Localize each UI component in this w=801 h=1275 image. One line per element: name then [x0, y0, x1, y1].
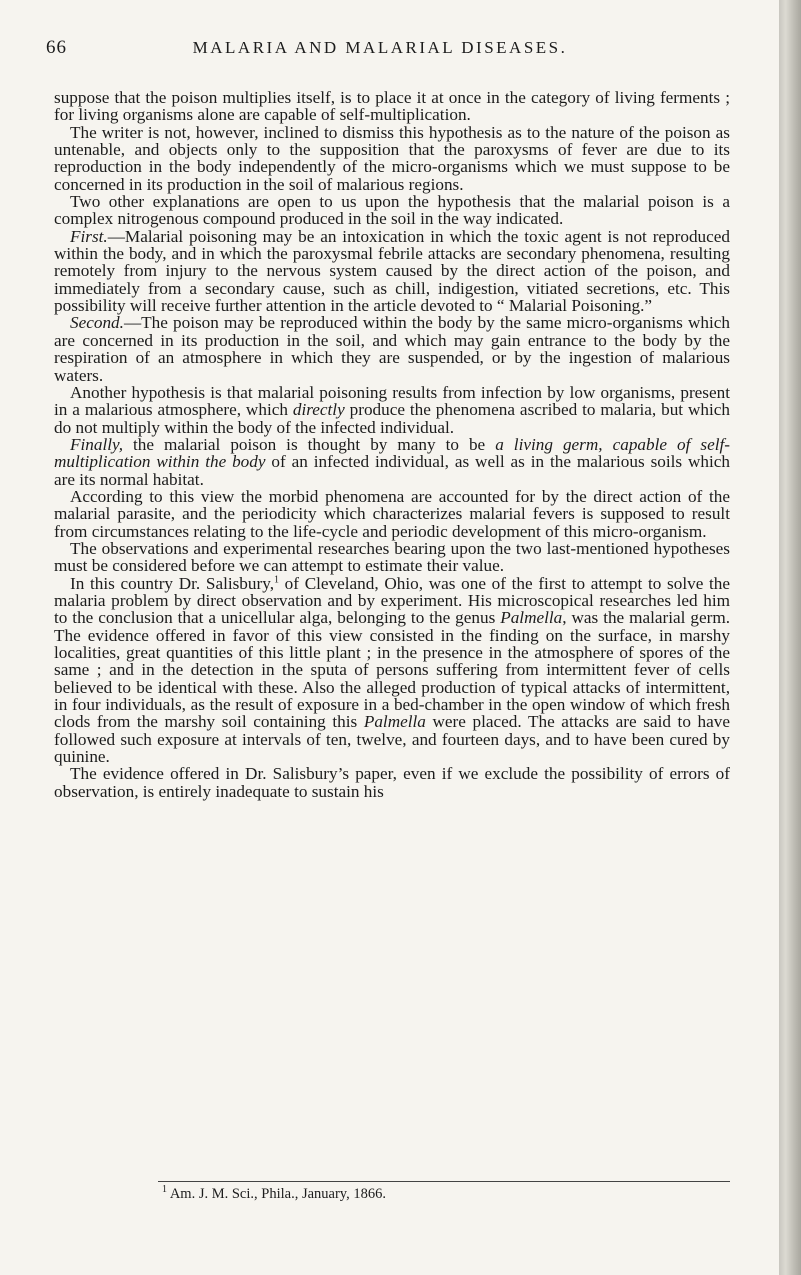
paragraph: In this country Dr. Salisbury,$^1$ of Cleveland, Ohio, was one of the first to attempt to solve the malaria problem by direct observation and by experiment. His microscopical researches led him to the conclusion that a unicellular alga, belonging to the genus Palmella, was the malarial germ. The evidence offered in favor of this view consisted in the finding on the surface, in marshy localities, great quantities of this little plant ; in the presence in the atmosphere of spores of the same ; and in the detection in the sputa of persons suffering from intermittent fever of cells believed to be identical with these. Also the alleged production of typical attacks of intermittent, in four individuals, as the result of exposure in a bed-chamber in the open window of which fresh clods from the marshy soil containing this Palmella were placed. The attacks are said to have followed such exposure at intervals of ten, twelve, and fourteen days, and to have been cured by quinine.	[54, 573, 731, 767]
scan-page-edge	[779, 0, 801, 1275]
footnote	[162, 1186, 386, 1203]
running-head: MALARIA AND MALARIAL DISEASES.	[192, 38, 568, 57]
footnote-marker: 1	[162, 1184, 167, 1196]
paragraph: The observations and experimental researches bearing upon the two last-mentioned hypotheses must be considered before we can attempt to estimate their value.	[54, 538, 730, 576]
footnote-reference[interactable]: 1	[274, 573, 279, 585]
emphasis: Palmella	[363, 712, 426, 732]
paragraph: First.—Malarial poisoning may be an intoxication in which the toxic agent is not reproduced within the body, and in which the paroxysmal febrile attacks are secondary phenomena, resulting remotely from injury to the nervous system caused by the direct action of the poison, and immediately from a secondary cause, such as chill, indigestion, vitiated secretions, etc. This possibility will receive further attention in the article devoted to “ Malarial Poisoning.”	[54, 226, 730, 316]
paragraph: Second.—The poison may be reproduced within the body by the same micro-organisms which are concerned in its production in the soil, and which may gain entrance to the body by the respiration of an atmosphere in which they are suspended, or by the ingestion of malarious waters.	[54, 313, 730, 385]
paragraph: The writer is not, however, inclined to dismiss this hypothesis as to the nature of the poison as untenable, and objects only to the supposition that the paroxysms of fever are due to its reproduction in the body independently of the micro-organisms which we must suppose to be concerned in its production in the soil of malarious regions.	[54, 122, 730, 194]
book-page	[40, 28, 760, 1248]
emphasis: a living germ, capable of self-multiplication within the body	[54, 434, 730, 472]
paragraph: The evidence offered in Dr. Salisbury’s paper, even if we exclude the possibility of errors of observation, is entirely inadequate to sustain his	[54, 764, 730, 801]
body-text	[54, 89, 730, 800]
paragraph: Another hypothesis is that malarial poisoning results from infection by low organisms, present in a malarious atmosphere, which directly produce the phenomena ascribed to malaria, but which do not multiply within the body of the infected individual.	[54, 382, 730, 437]
emphasis: Palmella	[500, 608, 563, 628]
page-number: 66	[46, 37, 67, 58]
paragraph: According to this view the morbid phenomena are accounted for by the direct action of the malarial parasite, and the periodicity which characterizes malarial fevers is supposed to result from circumstances relating to the life-cycle and periodic development of this micro-organism.	[54, 486, 730, 541]
paragraph-label: Second.	[70, 313, 124, 333]
paragraph: suppose that the poison multiplies itself, is to place it at once in the category of living ferments ; for living organisms alone are capable of self-multiplication.	[54, 88, 730, 125]
emphasis: directly	[292, 400, 345, 420]
paragraph-label: Finally,	[70, 434, 123, 454]
paragraph-label: First.	[70, 226, 108, 246]
paragraph: Finally, the malarial poison is thought by many to be a living germ, capable of self-multiplication within the body of an infected individual, as well as in the malarious soils which are its normal habitat.	[54, 434, 730, 489]
footnote-divider	[158, 1181, 730, 1182]
paragraph: Two other explanations are open to us upon the hypothesis that the malarial poison is a complex nitrogenous compound produced in the soil in the way indicated.	[54, 192, 730, 229]
page-header	[40, 28, 760, 68]
footnote-text: Am. J. M. Sci., Phila., January, 1866.	[167, 1186, 386, 1202]
